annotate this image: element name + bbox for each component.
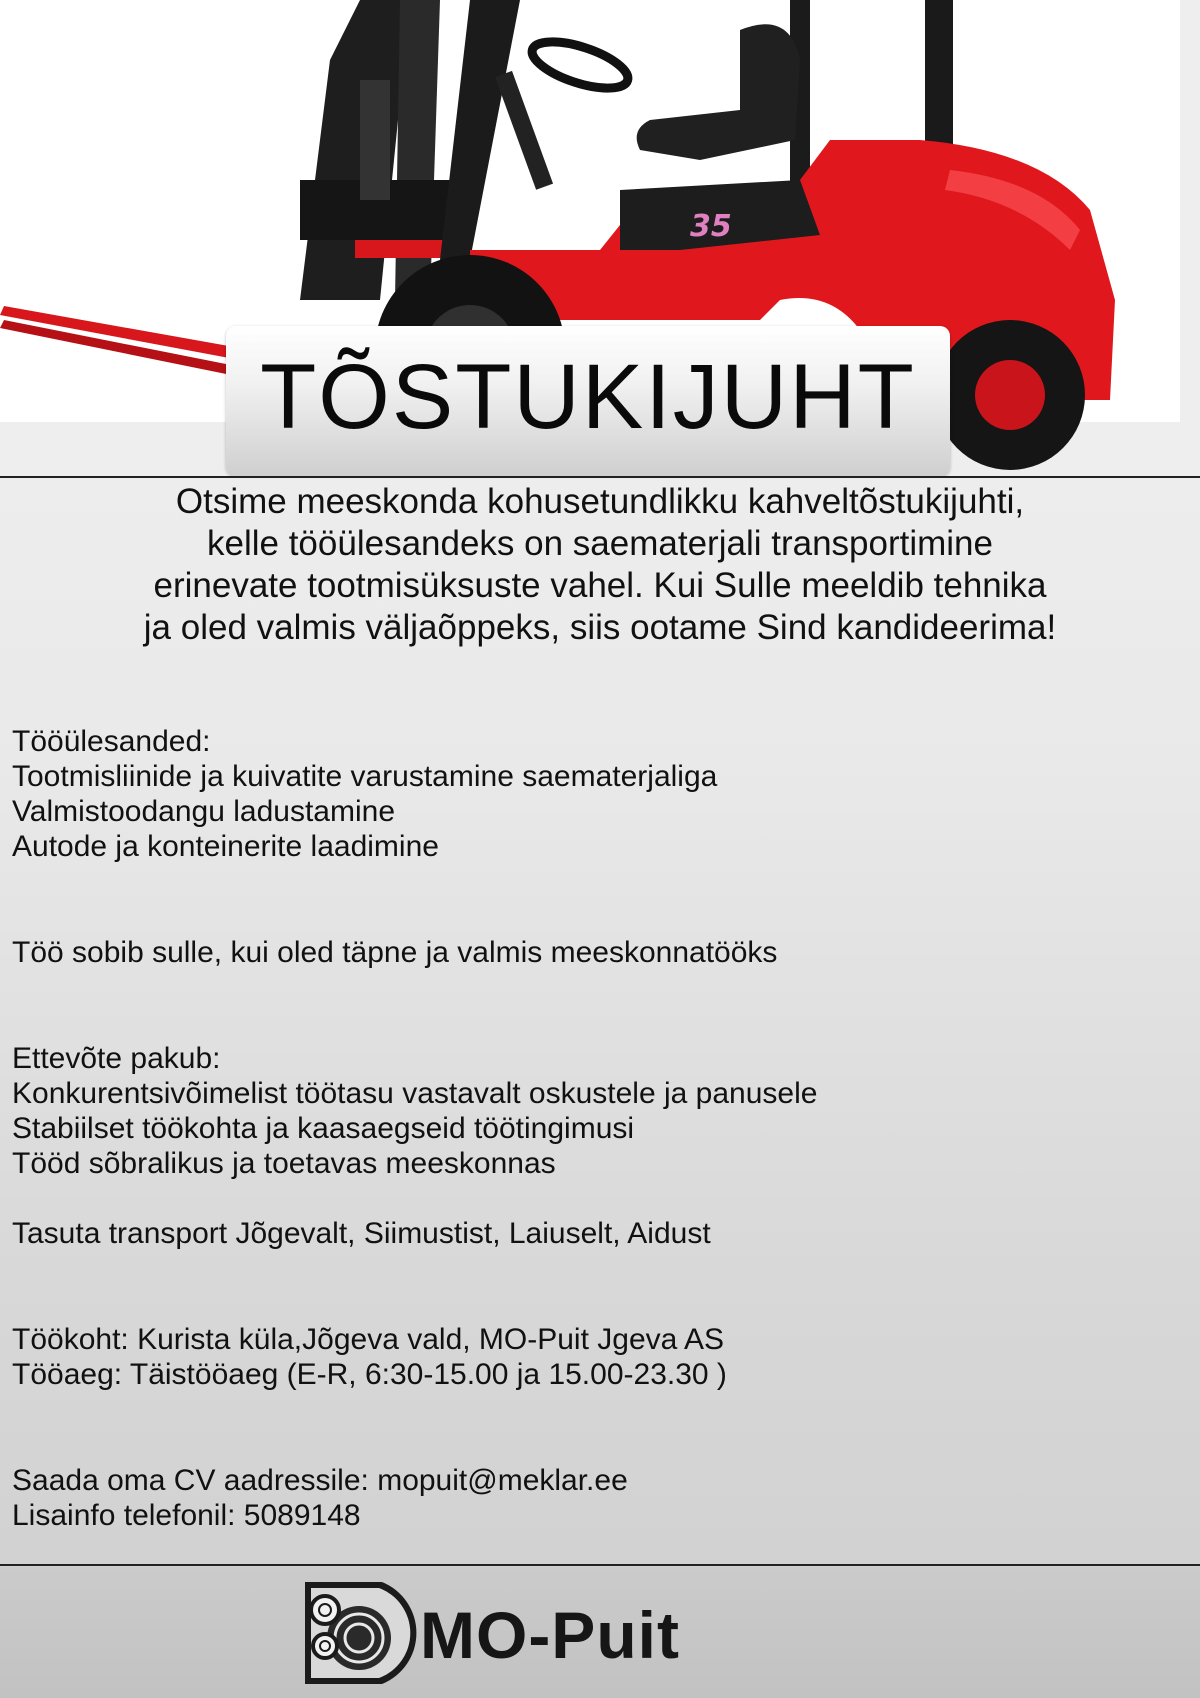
top-divider [0, 476, 1200, 478]
tasks-heading: Tööülesanded: [12, 725, 211, 758]
contact-section [12, 1463, 1182, 1533]
model-badge: 35 [690, 209, 732, 244]
intro-line: erinevate tootmisüksuste vahel. Kui Sulle meeldib tehnika [153, 566, 1047, 605]
company-logo-text: MO-Puit [420, 1598, 680, 1672]
cab-frame [440, 0, 520, 260]
job-hours: Tööaeg: Täistööaeg (E-R, 6:30-15.00 ja 15.00-23.30 ) [12, 1358, 727, 1391]
offer-item: Stabiilset töökohta ja kaasaegseid töötingimusi [12, 1112, 635, 1145]
job-location: Töökoht: Kurista küla,Jõgeva vald, MO-Puit Jgeva AS [12, 1323, 725, 1356]
fit-section [12, 935, 1182, 970]
title-box [226, 326, 950, 476]
tasks-section [12, 724, 1182, 864]
transport-section [12, 1216, 1182, 1251]
offer-item: Konkurentsivõimelist töötasu vastavalt oskustele ja panusele [12, 1077, 818, 1110]
bottom-divider [0, 1564, 1200, 1566]
task-item: Tootmisliinide ja kuivatite varustamine saematerjaliga [12, 760, 718, 793]
contact-email[interactable]: Saada oma CV aadressile: mopuit@meklar.ee [12, 1464, 628, 1497]
offer-item: Tööd sõbralikus ja toetavas meeskonnas [12, 1147, 556, 1180]
carriage-plate [360, 80, 390, 200]
contact-phone[interactable]: Lisainfo telefonil: 5089148 [12, 1499, 361, 1532]
offer-section [12, 1041, 1182, 1181]
task-item: Valmistoodangu ladustamine [12, 795, 396, 828]
exhaust-pipe [925, 0, 953, 150]
seat [637, 24, 800, 160]
intro-line: ja oled valmis väljaõppeks, siis ootame Sind kandideerima! [143, 608, 1057, 647]
job-info-section [12, 1322, 1182, 1392]
intro-line: Otsime meeskonda kohusetundlikku kahveltõstukijuhti, [175, 482, 1025, 521]
logo-log-small-bottom [313, 1634, 337, 1658]
intro-paragraph [0, 481, 1200, 649]
job-details [12, 724, 1182, 1533]
fit-text: Töö sobib sulle, kui oled täpne ja valmis meeskonnatööks [12, 936, 778, 969]
transport-text: Tasuta transport Jõgevalt, Siimustist, Laiuselt, Aidust [12, 1217, 711, 1250]
offer-heading: Ettevõte pakub: [12, 1042, 221, 1075]
steering-wheel [527, 32, 633, 97]
steering-column [495, 71, 553, 190]
task-item: Autode ja konteinerite laadimine [12, 830, 439, 863]
hero-banner [0, 0, 1200, 478]
intro-line: kelle tööülesandeks on saematerjali transportimine [207, 524, 993, 563]
logo-log-small-top [311, 1596, 339, 1624]
rear-wheel-rim [975, 360, 1045, 430]
page-title: TÕSTUKIJUHT [260, 346, 916, 448]
